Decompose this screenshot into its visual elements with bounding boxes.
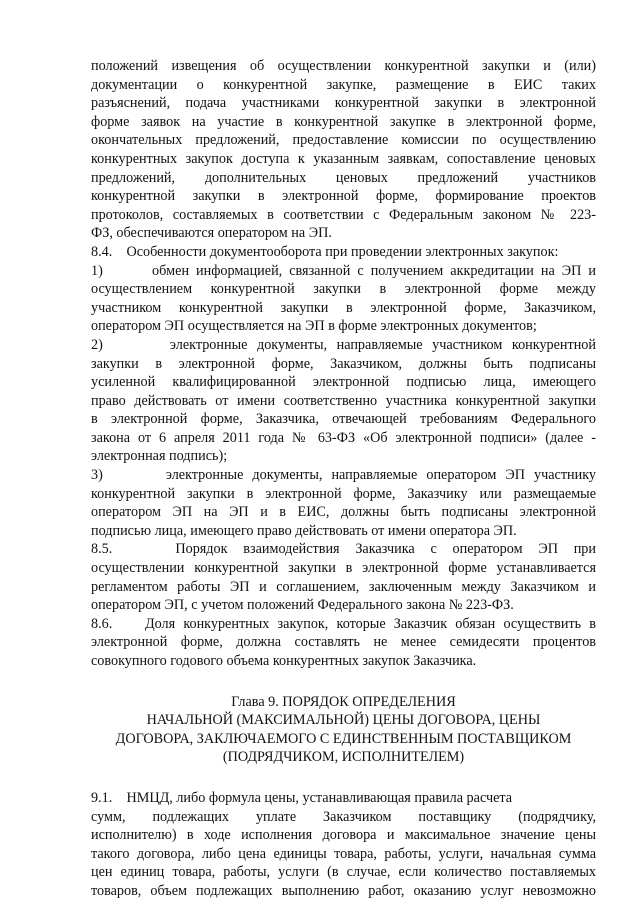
text-line: участником конкурентной закупки в электронной форме, Заказчиком, — [91, 299, 596, 316]
text-line: сумм, подлежащих уплате Заказчиком поставщику (подрядчику, — [91, 808, 596, 825]
text-line: товаров, объем подлежащих выполнению работ, оказанию услуг невозможно — [91, 882, 596, 899]
text-line: предложений, дополнительных ценовых предложений участников — [91, 169, 596, 186]
text-line: оператором ЭП на ЭП и в ЕИС, должны быть подписаны электронной — [91, 504, 596, 521]
text-line: конкурентных закупок доступа к указанным заявкам, сопоставление ценовых — [91, 150, 596, 167]
text-line: совокупного годового объема конкурентных закупок Заказчика. — [91, 653, 477, 669]
text-line: 2) электронные документы, направляемые участником конкурентной — [91, 336, 596, 353]
text-line: цен единиц товара, работы, услуги (в случае, если количество поставляемых — [91, 864, 596, 881]
text-line: форме заявок на участие в конкурентной закупке в электронной форме, — [91, 113, 596, 130]
list-item-2 — [91, 336, 596, 466]
intro-paragraph — [91, 57, 596, 243]
text-line: право действовать от имени соответственно участника конкурентной закупки — [91, 392, 596, 409]
text-line: исполнителю) в ходе исполнения договора и максимальное значение цены — [91, 827, 596, 844]
text-line: 8.6. Доля конкурентных закупок, которые Заказчик обязан осуществить в — [91, 615, 596, 632]
text-line: протоколов, составляемых в соответствии с Федеральным законом № 223- — [91, 206, 596, 223]
text-line: разъяснений, подача участниками конкурентной закупки в электронной — [91, 95, 596, 112]
text-line: 9.1. НМЦД, либо формула цены, устанавливающая правила расчета — [91, 789, 513, 806]
text-line: в электронной форме, Заказчика, отвечающей требованиям Федерального — [91, 411, 596, 428]
text-line: ФЗ, обеспечиваются оператором на ЭП. — [91, 225, 332, 242]
text-line: осуществлением конкурентной закупки в электронной форме между — [91, 281, 596, 298]
heading-line: Глава 9. ПОРЯДОК ОПРЕДЕЛЕНИЯ — [231, 693, 456, 710]
section-8-6 — [91, 615, 596, 671]
text-line: осуществлении конкурентной закупки в электронной форме устанавливается — [91, 560, 596, 577]
text-line: электронной форме, должна составлять не менее семидесяти процентов — [91, 634, 596, 651]
text-line: оператором ЭП, с учетом положений Федерального закона № 223-ФЗ. — [91, 597, 514, 614]
text-line: 3) электронные документы, направляемые оператором ЭП участнику — [91, 467, 596, 484]
text-line: 1) обмен информацией, связанной с получением аккредитации на ЭП и — [91, 262, 596, 279]
section-8-4 — [91, 243, 596, 262]
text-line: закона от 6 апреля 2011 года № 63-ФЗ «Об электронной подписи» (далее - — [91, 429, 596, 446]
text-line: оператором ЭП осуществляется на ЭП в форме электронных документов; — [91, 318, 537, 335]
text-line: документации о конкурентной закупке, размещение в ЕИС таких — [91, 76, 596, 93]
text-line: подписью лица, имеющего право действовать от имени оператора ЭП. — [91, 522, 517, 539]
text-line: такого договора, либо цена единицы товара, работы, услуги, начальная сумма — [91, 845, 596, 862]
text-line: окончательных предложений, предоставление комиссии по осуществлению — [91, 132, 596, 149]
text-line: конкурентной закупки в электронной форме, формирование проектов — [91, 188, 596, 205]
section-8-5 — [91, 540, 596, 614]
document-page — [91, 57, 596, 901]
text-line: 8.5. Порядок взаимодействия Заказчика с оператором ЭП при — [91, 541, 596, 558]
list-item-3 — [91, 466, 596, 540]
heading-line: (ПОДРЯДЧИКОМ, ИСПОЛНИТЕЛЕМ) — [222, 749, 465, 766]
text-line: конкурентной закупки в электронной форме, Заказчику или размещаемые — [91, 485, 596, 502]
chapter-heading — [91, 693, 596, 767]
text-line: закупки в электронной форме, Заказчиком, должны быть подписаны — [91, 355, 596, 372]
text-line: 8.4. Особенности документооборота при проведении электронных закупок: — [91, 243, 559, 260]
heading-line: ДОГОВОРА, ЗАКЛЮЧАЕМОГО С ЕДИНСТВЕННЫМ ПОСТАВЩИКОМ — [115, 730, 572, 747]
heading-line: НАЧАЛЬНОЙ (МАКСИМАЛЬНОЙ) ЦЕНЫ ДОГОВОРА, ЦЕНЫ — [146, 712, 541, 729]
text-line: электронная подпись); — [91, 448, 228, 465]
list-item-1 — [91, 262, 596, 336]
section-9-1 — [91, 789, 596, 901]
text-line: положений извещения об осуществлении конкурентной закупки и (или) — [91, 58, 596, 74]
text-line: усиленной квалифицированной электронной подписью лица, имеющего — [91, 374, 596, 391]
text-line: регламентом работы ЭП и соглашением, заключенным между Заказчиком и — [91, 578, 596, 595]
